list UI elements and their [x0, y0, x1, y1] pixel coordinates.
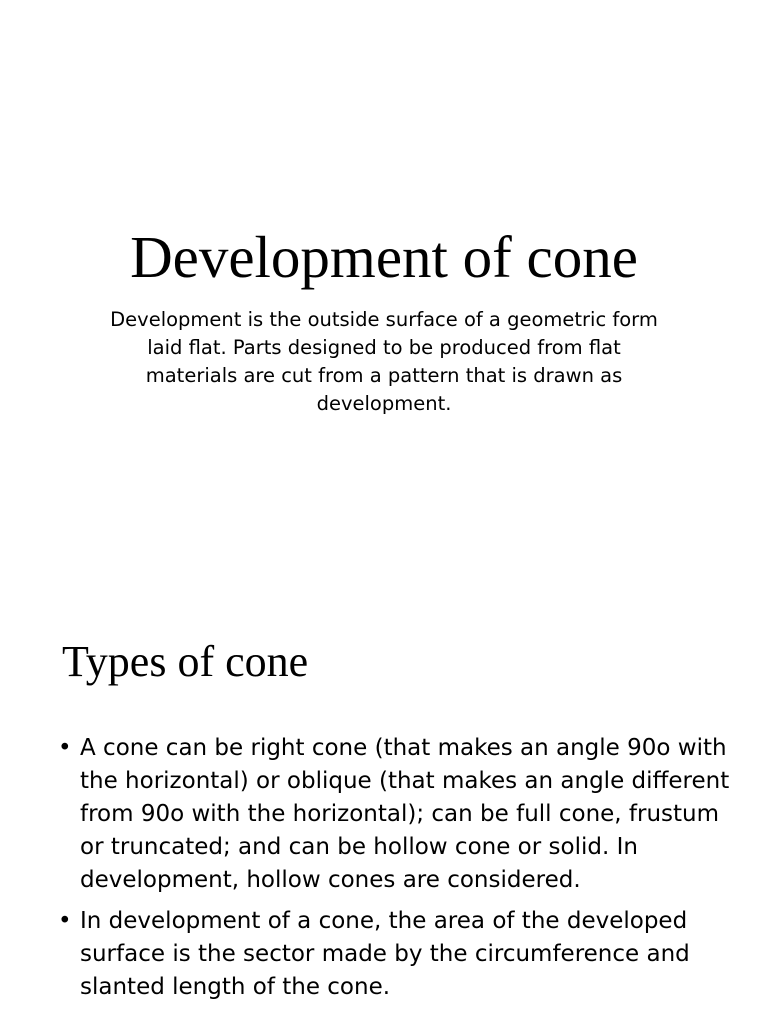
slide-title: Development of cone — [130, 224, 638, 290]
bullet-icon: • — [58, 735, 72, 761]
bullet-icon: • — [58, 908, 72, 934]
slide-title: Types of cone — [62, 637, 309, 686]
bullet-text: In development of a cone, the area of the developed surface is the sector made by the circumference and slanted length of the cone. — [80, 908, 690, 1000]
slide-subtitle: Development is the outside surface of a geometric form laid flat. Parts designed to be produced from flat materials are cut from a pattern that is drawn as development. — [110, 308, 658, 415]
bullet-list — [58, 732, 748, 1012]
slide-2 — [0, 576, 768, 1024]
bullet-text: A cone can be right cone (that makes an angle 90o with the horizontal) or oblique (that makes an angle different from 90o with the horizontal); can be full cone, frustum or truncated; and can be hollow cone or solid. In development, hollow cones are considered. — [80, 735, 730, 893]
bullet-item — [58, 905, 748, 1004]
bullet-item — [58, 732, 748, 897]
